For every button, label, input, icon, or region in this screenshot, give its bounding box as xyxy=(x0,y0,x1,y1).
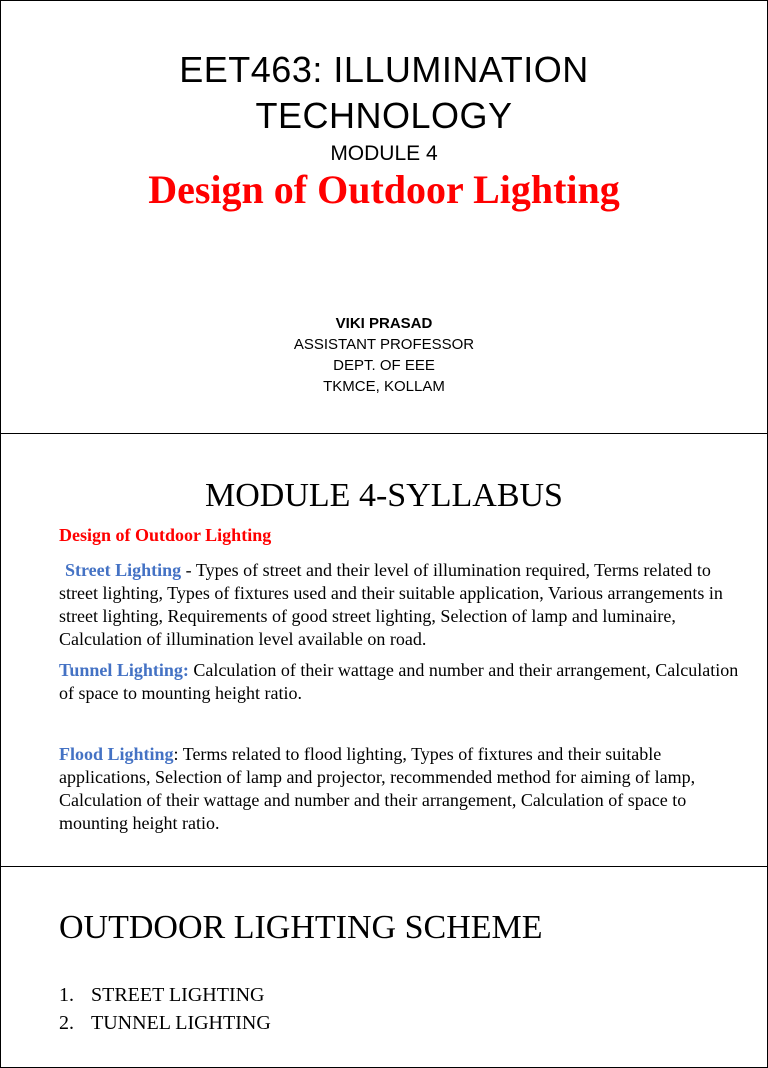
list-item-label: TUNNEL LIGHTING xyxy=(91,1012,271,1034)
tunnel-lighting-paragraph xyxy=(59,659,749,705)
author-role: ASSISTANT PROFESSOR xyxy=(293,336,475,353)
flood-lighting-text: : Terms related to flood lighting, Types of fixtures and their suitable applications, Selection of lamp and projector, recommended method for aiming of lamp, Calculation of their wattage and number and their arrangement, Calculation of space to mounting height ratio. xyxy=(59,744,696,833)
author-block xyxy=(1,313,767,397)
module-topic-title: Design of Outdoor Lighting xyxy=(148,167,620,212)
list-item-number: 2. xyxy=(59,1012,74,1034)
course-title-line2: TECHNOLOGY xyxy=(255,95,513,136)
syllabus-section-heading: Design of Outdoor Lighting xyxy=(59,525,272,545)
scheme-list xyxy=(59,981,271,1037)
flood-lighting-label: Flood Lighting xyxy=(59,744,174,764)
street-lighting-label: Street Lighting xyxy=(65,560,182,580)
syllabus-slide xyxy=(0,433,768,867)
list-item xyxy=(59,981,271,1009)
tunnel-lighting-text: Calculation of their wattage and number and their arrangement, Calculation of space to mounting height ratio. xyxy=(59,660,739,703)
syllabus-title: MODULE 4-SYLLABUS xyxy=(205,477,563,514)
author-name: VIKI PRASAD xyxy=(335,315,433,332)
syllabus-body xyxy=(59,524,749,835)
module-label: MODULE 4 xyxy=(330,142,438,165)
author-college: TKMCE, KOLLAM xyxy=(323,378,445,395)
street-lighting-text: - Types of street and their level of illumination required, Terms related to street lighting, Types of fixtures used and their suitable application, Various arrangements in street lighting, Requirements of good street lighting, Selection of lamp and luminaire, Calculation of illumination level available on road. xyxy=(59,560,723,649)
scheme-title: OUTDOOR LIGHTING SCHEME xyxy=(59,909,543,946)
list-item-label: STREET LIGHTING xyxy=(91,984,265,1006)
tunnel-lighting-label: Tunnel Lighting: xyxy=(59,660,189,680)
course-title-line1: EET463: ILLUMINATION xyxy=(179,49,589,90)
list-item-number: 1. xyxy=(59,984,74,1006)
title-slide xyxy=(0,0,768,434)
flood-lighting-paragraph xyxy=(59,743,749,835)
course-title xyxy=(1,47,767,139)
street-lighting-paragraph xyxy=(59,559,749,651)
list-item xyxy=(59,1009,271,1037)
scheme-slide xyxy=(0,866,768,1068)
author-department: DEPT. OF EEE xyxy=(333,357,435,374)
